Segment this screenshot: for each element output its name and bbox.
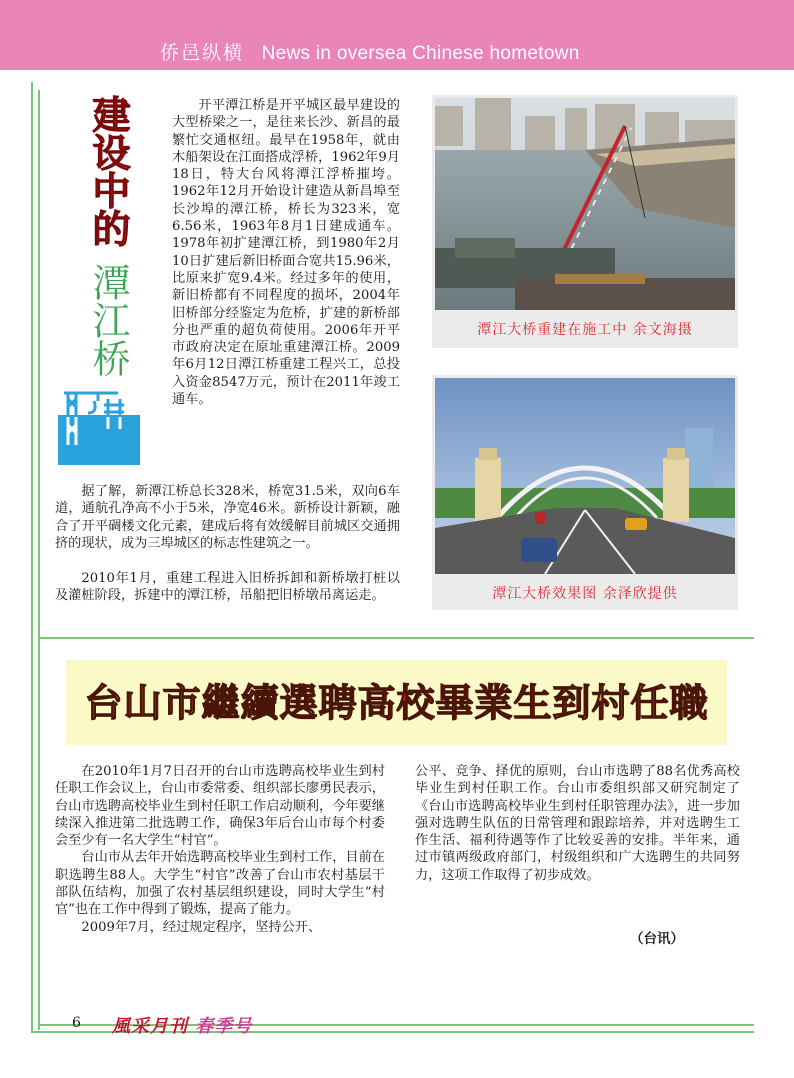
- article2-byline: （台讯）: [630, 931, 684, 947]
- photo-caption-rendering: 潭江大桥效果图 余泽欣提供: [492, 586, 678, 602]
- article2-column-1: [55, 763, 385, 936]
- article2-paragraph-3-cont: 公平、竞争、择优的原则，台山市选聘了88名优秀高校毕业生到村任职工作。台山市委组织部又研究制定了《台山市选聘高校毕业生到村任职管理办法》，进一步加强对选聘生队伍的日常管理和跟踪培养，并对选聘生工作生活、福利待遇等作了比较妥善的安排。半年来，通过市镇两级政府部门，村级组织和广大选聘生的共同努力，这项工作取得了初步成效。: [415, 764, 740, 883]
- bridge-rendering-photo: [435, 378, 741, 574]
- article1-paragraph-1: 开平潭江桥是开平城区最早建设的大型桥梁之一，是往来长沙、新昌的最繁忙交通枢纽。最早在1958年，就由木船架设在江面搭成浮桥，1962年9月18日，特大台风将潭江浮桥摧垮。1962年12月开始设计建造从新昌埠至长沙埠的潭江桥，桥长为323米，宽6.56米，1963年8月1日建成通车。1978年初扩建潭江桥，到1980年2月10日扩建后新旧桥面合宽共15.96米，比原来扩宽9.4米。经过多年的使用，新旧桥都有不同程度的损坏，2004年旧桥部分经鉴定为危桥，扩建的新桥部分也严重的超负荷使用。2006年开平市政府决定在原址重建潭江桥。2009年6月12日潭江桥重建工程兴工，总投入资金8547万元，预计在2011年竣工通车。: [172, 98, 400, 408]
- article1-title-red: 建设中的: [86, 95, 130, 247]
- magazine-issue: 春季号: [195, 1016, 253, 1037]
- section-title-en: News in oversea Chinese hometown: [261, 43, 580, 64]
- article2-paragraph-1: 在2010年1月7日召开的台山市选聘高校毕业生到村任职工作会议上，台山市委常委、组织部长廖勇民表示，台山市选聘高校毕业生到村任职工作启动顺利，今年要继续深入推进第二批选聘工作，确保3年后台山市每个村委会至少有一名大学生“村官”。: [55, 764, 385, 849]
- article2-headline: [66, 672, 727, 727]
- headline-part-3: 到村任職: [552, 681, 709, 725]
- article2-paragraph-2: 台山市从去年开始选聘高校毕业生到村工作，目前在职选聘生88人。大学生“村官”改善了台山市农村基层干部队伍结构，加强了农村基层组织建设，同时大学生“村官”也在工作中得到了锻炼，提高了能力。: [55, 850, 385, 918]
- photo-frame-rendering: [432, 375, 738, 610]
- article1-vertical-title: [58, 95, 150, 470]
- magazine-name: 風采月刊: [112, 1016, 188, 1037]
- section-header: [160, 38, 580, 65]
- header-band: [0, 0, 794, 70]
- left-border-line-inner: [38, 90, 40, 1030]
- article2-paragraph-3: 2009年7月，经过规定程序，坚持公开、: [81, 919, 322, 935]
- section-title-cn: 侨邑纵横: [160, 43, 245, 64]
- headline-part-1: 台山市繼續選聘: [84, 681, 358, 725]
- magazine-footer: [112, 1012, 252, 1038]
- article1-title-green: 潭江桥: [86, 263, 130, 377]
- bridge-construction-photo: [435, 98, 741, 310]
- article1-paragraph-2: 据了解，新潭江桥总长328米，桥宽31.5米，双向6车道，通航孔净高不小于5米，净宽46米。新桥设计新颖，融合了开平碉楼文化元素，建成后将有效缓解目前城区交通拥挤的现状，成为三埠城区的标志性建筑之一。: [55, 484, 400, 551]
- article2-headline-banner: [66, 660, 727, 745]
- article1-paragraph-3: 2010年1月，重建工程进入旧桥拆卸和新桥墩打桩以及灌桩阶段，拆建中的潭江桥，吊船把旧桥墩吊离运走。: [55, 571, 400, 604]
- article2-column-2: [415, 763, 740, 884]
- left-border-line-outer: [31, 82, 33, 1032]
- photo-caption-construction: 潭江大桥重建在施工中 余文海摄: [477, 322, 693, 338]
- page-number: 6: [72, 1015, 81, 1031]
- photo-frame-construction: [432, 95, 738, 348]
- crane-icon: [58, 385, 140, 465]
- section-divider: [38, 637, 754, 639]
- headline-part-2: 高校畢業生: [357, 681, 553, 725]
